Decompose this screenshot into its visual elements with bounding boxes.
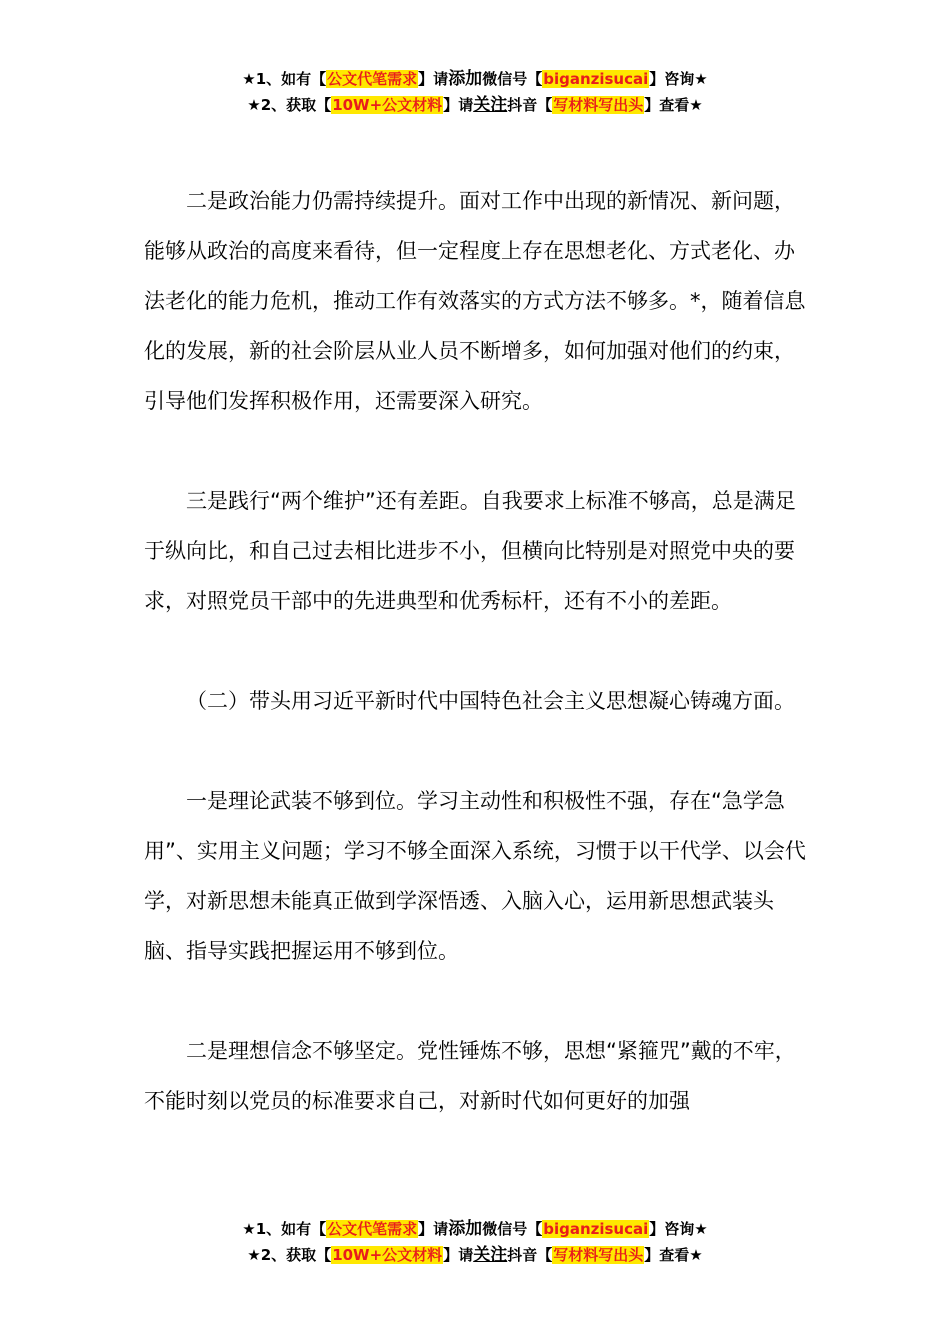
banner-emphasis: 关注 (473, 1245, 508, 1265)
star-icon: ★ (247, 96, 261, 114)
banner-text: 】咨询 (649, 1220, 695, 1238)
banner-text: 微信号【 (482, 70, 543, 88)
banner-highlight: 公文代笔需求 (327, 70, 418, 88)
paragraph: 二是政治能力仍需持续提升。面对工作中出现的新情况、新问题，能够从政治的高度来看待，但一定程度上存在思想老化、方式老化、办法老化的能力危机，推动工作有效落实的方式方法不够多。*，随着信息化的发展，新的社会阶层从业人员不断增多，如何加强对他们的约束，引导他们发挥积极作用，还需要深入研究。 (144, 189, 806, 413)
banner-highlight: 写材料写出头 (553, 96, 644, 114)
star-icon: ★ (689, 96, 703, 114)
paragraph: 一是理论武装不够到位。学习主动性和积极性不强，存在“急学急用”、实用主义问题；学习不够全面深入系统，习惯于以干代学、以会代学，对新思想未能真正做到学深悟透、入脑入心，运用新思想武装头脑、指导实践把握运用不够到位。 (144, 789, 806, 963)
banner-line-2 (0, 1242, 950, 1268)
star-icon: ★ (247, 1246, 261, 1264)
banner-text: 抖音【 (507, 1246, 553, 1264)
paragraph-gap (144, 626, 814, 676)
banner-highlight: biganzisucai (543, 1220, 649, 1238)
banner-emphasis: 添加 (448, 69, 483, 89)
banner-highlight: 10W+公文材料 (332, 1246, 443, 1264)
star-icon: ★ (694, 70, 708, 88)
banner-text: 】请 (418, 1220, 449, 1238)
header-banner (0, 66, 950, 118)
banner-line-1 (0, 1216, 950, 1242)
star-icon: ★ (694, 1220, 708, 1238)
banner-text: 2、获取【 (260, 96, 332, 114)
banner-text: 】查看 (644, 96, 690, 114)
banner-line-2 (0, 92, 950, 118)
banner-emphasis: 添加 (448, 1219, 483, 1239)
banner-highlight: biganzisucai (543, 70, 649, 88)
banner-emphasis: 关注 (473, 95, 508, 115)
banner-text: 】请 (418, 70, 449, 88)
star-icon: ★ (242, 70, 256, 88)
banner-highlight: 写材料写出头 (553, 1246, 644, 1264)
footer-banner (0, 1216, 950, 1268)
banner-text: 1、如有【 (255, 70, 327, 88)
paragraph: 二是理想信念不够坚定。党性锤炼不够，思想“紧箍咒”戴的不牢，不能时刻以党员的标准要求自己，对新时代如何更好的加强 (144, 1039, 796, 1113)
paragraph: 三是践行“两个维护”还有差距。自我要求上标准不够高，总是满足于纵向比，和自己过去相比进步不小，但横向比特别是对照党中央的要求，对照党员干部中的先进典型和优秀标杆，还有不小的差距。 (144, 489, 796, 613)
paragraph-gap (144, 976, 814, 1026)
banner-highlight: 公文代笔需求 (327, 1220, 418, 1238)
paragraph-gap (144, 426, 814, 476)
paragraph-gap (144, 726, 814, 776)
banner-text: 】咨询 (649, 70, 695, 88)
star-icon: ★ (689, 1246, 703, 1264)
banner-line-1 (0, 66, 950, 92)
banner-text: 抖音【 (507, 96, 553, 114)
banner-text: 】请 (443, 96, 474, 114)
banner-text: 1、如有【 (255, 1220, 327, 1238)
banner-highlight: 10W+公文材料 (332, 96, 443, 114)
banner-text: 微信号【 (482, 1220, 543, 1238)
document-body (144, 176, 814, 1126)
star-icon: ★ (242, 1220, 256, 1238)
section-heading: （二）带头用习近平新时代中国特色社会主义思想凝心铸魂方面。 (186, 689, 795, 713)
banner-text: 】请 (443, 1246, 474, 1264)
banner-text: 】查看 (644, 1246, 690, 1264)
banner-text: 2、获取【 (260, 1246, 332, 1264)
